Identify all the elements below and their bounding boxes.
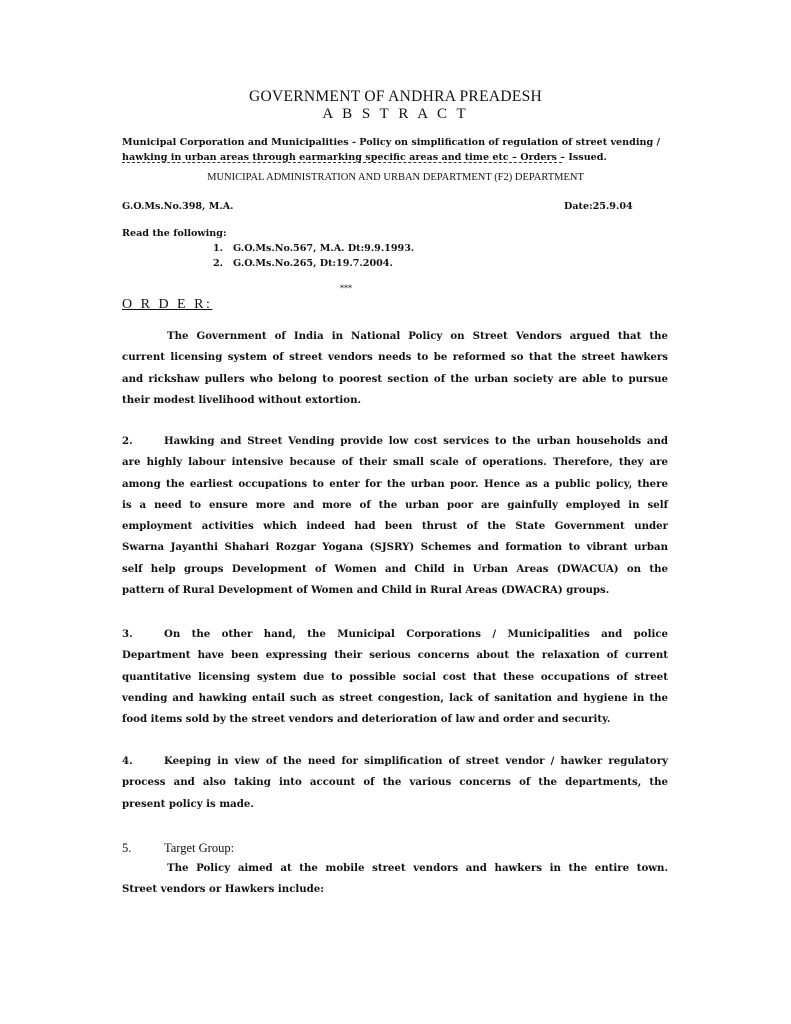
subject-line-1: Municipal Corporation and Municipalities - Policy on simplification of regulation of street vending / [122, 137, 661, 148]
paragraph-line: food items sold by the street vendors and deterioration of law and order and security. [122, 713, 611, 726]
paragraph-text: The Government of India in National Policy on Street Vendors argued that the [167, 330, 668, 342]
government-heading: GOVERNMENT OF ANDHRA PREADESH [248, 88, 543, 105]
paragraph-line: pattern of Rural Development of Women and Child in Rural Areas (DWACRA) groups. [122, 584, 610, 597]
paragraph-line: their modest livelihood without extortion. [122, 393, 362, 406]
divider-line [122, 162, 562, 163]
paragraph-line: present policy is made. [122, 797, 254, 810]
department-line: MUNICIPAL ADMINISTRATION AND URBAN DEPARTMENT (F2) DEPARTMENT [207, 172, 584, 183]
paragraph-text: Hawking and Street Vending provide low cost services to the urban households and [164, 435, 668, 447]
reference-1: 1. G.O.Ms.No.567, M.A. Dt:9.9.1993. [213, 243, 415, 254]
paragraph-line: self help groups Development of Women and Child in Urban Areas (DWACUA) on the [122, 562, 668, 575]
order-date: Date:25.9.04 [564, 201, 633, 212]
paragraph-text: Keeping in view of the need for simplification of street vendor / hawker regulatory [164, 755, 668, 767]
subject-line-2: hawking in urban areas through earmarking specific areas and time etc – Orders – Issued. [122, 152, 607, 163]
paragraph-line: Street vendors or Hawkers include: [122, 883, 325, 896]
paragraph-line [122, 326, 668, 347]
paragraph-line: are highly labour intensive because of their small scale of operations. Therefore, they are [122, 456, 668, 469]
paragraph-4 [122, 751, 668, 815]
paragraph-3 [122, 624, 668, 730]
paragraph-number: 3. [122, 628, 133, 640]
paragraph-line [122, 431, 668, 452]
paragraph-text: The Policy aimed at the mobile street vendors and hawkers in the entire town. [167, 862, 668, 874]
section-title: Target Group: [164, 841, 235, 855]
separator-stars: *** [340, 284, 352, 293]
paragraph-line: among the earliest occupations to enter for the urban poor. Hence as a public policy, there [122, 477, 668, 490]
section-number: 5. [122, 841, 132, 855]
paragraph-2 [122, 431, 668, 601]
paragraph-line: employment activities which indeed had been thrust of the State Government under [122, 520, 668, 533]
paragraph-number: 4. [122, 755, 133, 767]
read-heading: Read the following: [122, 228, 227, 239]
paragraph-line: Swarna Jayanthi Shahari Rozgar Yogana (SJSRY) Schemes and formation to vibrant urban [122, 541, 668, 554]
paragraph-line: quantitative licensing system due to possible social cost that these occupations of street [122, 670, 668, 683]
paragraph-text: On the other hand, the Municipal Corporations / Municipalities and police [164, 628, 668, 640]
paragraph-line [122, 624, 668, 645]
section-5-heading [122, 841, 234, 856]
paragraph-line: and rickshaw pullers who belong to poorest section of the urban society are able to pursue [122, 372, 668, 385]
paragraph-line: process and also taking into account of the various concerns of the departments, the [122, 776, 668, 789]
paragraph-line: current licensing system of street vendors needs to be reformed so that the street hawkers [122, 351, 668, 364]
paragraph-line: Department have been expressing their serious concerns about the relaxation of current [122, 649, 668, 662]
order-heading: O R D E R: [122, 297, 213, 312]
paragraph-line [122, 751, 668, 772]
abstract-heading: A B S T R A C T [322, 106, 469, 122]
go-number: G.O.Ms.No.398, M.A. [122, 201, 234, 212]
paragraph-line: is a need to ensure more and more of the urban poor are gainfully employed in self [122, 498, 668, 511]
paragraph-line [122, 858, 668, 879]
paragraph-1 [122, 326, 668, 411]
section-5-body [122, 858, 668, 901]
paragraph-number: 2. [122, 435, 133, 447]
reference-2: 2. G.O.Ms.No.265, Dt:19.7.2004. [213, 258, 393, 269]
paragraph-line: vending and hawking entail such as street congestion, lack of sanitation and hygiene in the [122, 691, 668, 704]
